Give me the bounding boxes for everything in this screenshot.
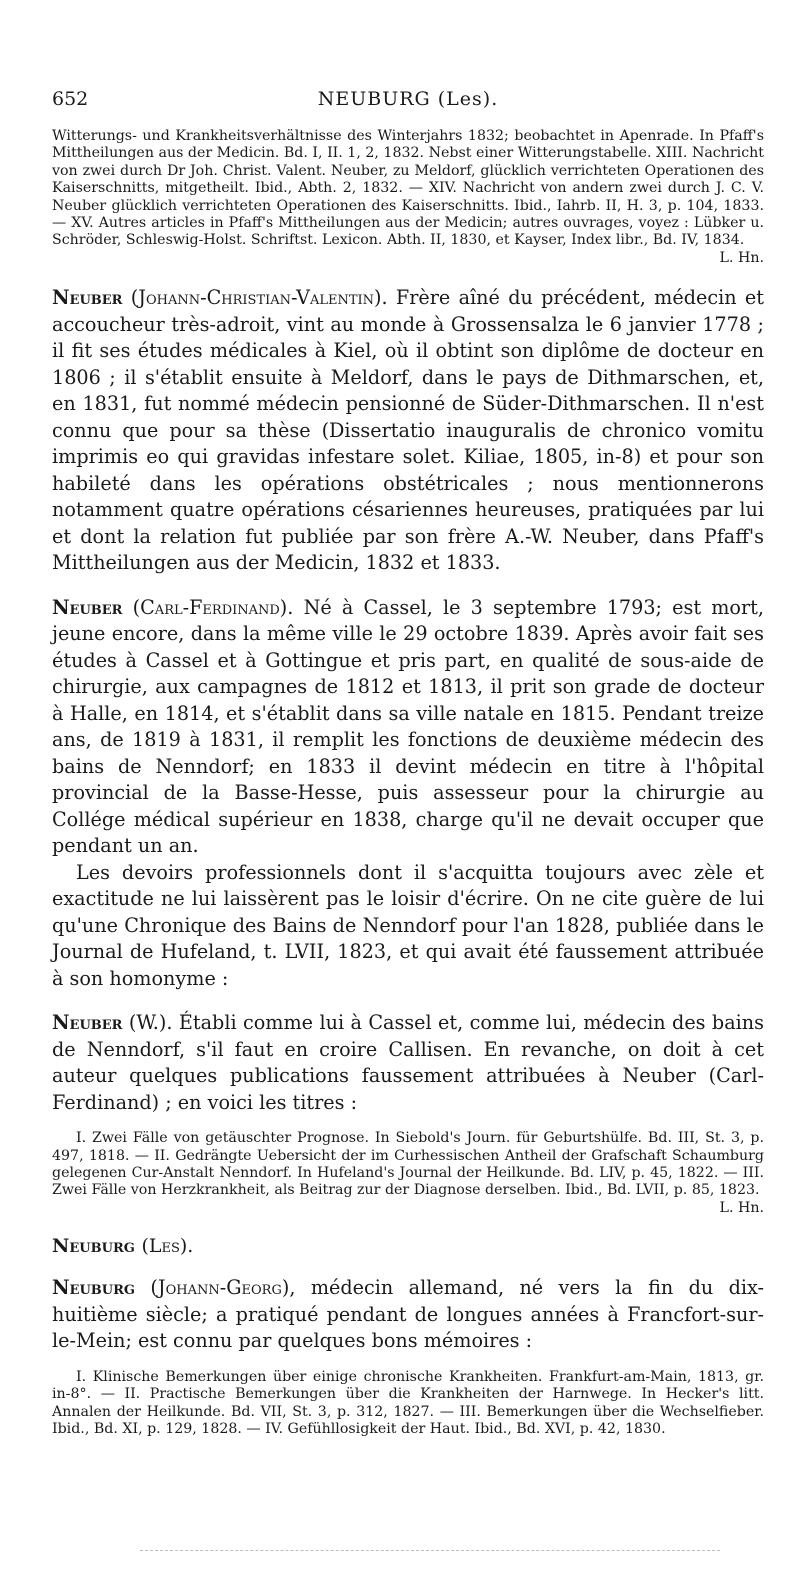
references-text: I. Zwei Fälle von getäuschter Prognose. In Siebold's Journ. für Geburtshülfe. Bd. III, St. 3, p. 497, 1818. — II. Gedrängte Uebersicht der im Curhessischen Antheil der Grafschaft Schaumburg gelegenen Cur-Anstalt Nenndorf. In Hufeland's Journal der Heilkunde. Bd. LIV, p. 45, 1822. — III. Zwei Fälle von Herzkrankheit, als Beitrag zur der Diagnose derselben. Ibid., Bd. LVII, p. 85, 1823. [52,1130,764,1199]
entry-name: Neuber [52,1011,123,1035]
entry-given-names: (Carl-Ferdinand). [132,595,294,619]
entry-text: médecin allemand, né vers la fin du dix-huitième siècle; a pratiqué pendant de longues années à Francfort-sur-le-Mein; est connu par quelques bons mémoires : [52,1276,765,1353]
family-heading [52,1235,764,1257]
entry-references [52,1130,764,1216]
footer-rule [140,1550,720,1551]
entry-text: Établi comme lui à Cassel et, comme lui, médecin des bains de Nenndorf, s'il faut en croire Callisen. En revanche, on doit à cet auteur quelques publications faussement attribuées à Neuber (Carl-Ferdinand) ; en voici les titres : [52,1011,764,1114]
entry-name: Neuber [52,286,123,310]
family-suffix: (Les). [141,1235,194,1258]
page-header [52,88,764,118]
entry-neuber-carl-ferdinand [52,595,764,860]
entry-name: Neuber [52,595,123,619]
entry-text: Né à Cassel, le 3 septembre 1793; est mort, jeune encore, dans la même ville le 29 octobre 1839. Après avoir fait ses études à Cassel et à Gottingue et pris part, en qualité de sous-aide de chirurgie, aux campagnes de 1812 et 1813, il prit son grade de docteur à Halle, en 1814, et s'établit dans sa ville natale en 1815. Pendant treize ans, de 1819 à 1831, il remplit les fonctions de deuxième médecin des bains de Nenndorf; en 1833 il devint médecin en titre à l'hôpital provincial de la Basse-Hesse, puis assesseur pour la chirurgie au Collége médical supérieur en 1838, charge qu'il ne devait occuper que pendant un an. [52,595,764,858]
family-name: Neuburg [52,1235,135,1258]
entry-name: Neuburg [52,1276,136,1300]
entry-neuber-johann-christian-valentin [52,285,764,577]
entry-paragraph: Les devoirs professionnels dont il s'acquitta toujours avec zèle et exactitude ne lui laissèrent pas le loisir d'écrire. On ne cite guère de lui qu'une Chronique des Bains de Nenndorf pour l'an 1828, publiée dans le Journal de Hufeland, t. LVII, 1823, et qui avait été faussement attribuée à son homonyme : [52,860,764,990]
entry-given-names: (Johann-Georg), [150,1276,296,1300]
entry-neuburg-johann-georg [52,1275,764,1355]
entry-neuber-w [52,1010,764,1116]
signature: L. Hn. [719,1199,764,1216]
entry-given-names: (W.). [128,1011,173,1035]
page-body [52,128,764,1438]
page-number: 652 [52,88,89,110]
entry-references: I. Klinische Bemerkungen über einige chronische Krankheiten. Frankfurt-am-Main, 1813, gr. in-8°. — II. Practische Bemerkungen über die Krankheiten der Harnwege. In Hecker's litt. Annalen der Heilkunde. Bd. VII, St. 3, p. 312, 1827. — III. Bemerkungen über die Wechselfieber. Ibid., Bd. XI, p. 129, 1828. — IV. Gefühllosigkeit der Haut. Ibid., Bd. XVI, p. 42, 1830. [52,1368,764,1437]
top-references [52,128,764,266]
running-title: NEUBURG (Les). [317,88,499,110]
entry-text: Frère aîné du précédent, médecin et accoucheur très-adroit, vint au monde à Grossensalza le 6 janvier 1778 ; il fit ses études médicales à Kiel, où il obtint son diplôme de docteur en 1806 ; il s'établit ensuite à Meldorf, dans le pays de Dithmarschen, et, en 1831, fut nommé médecin pensionné de Süder-Dithmarschen. Il n'est connu que pour sa thèse (Dissertatio inauguralis de chronico vomitu imprimis eo qui gravidas infestare solet. Kiliae, 1805, in-8) et pour son habileté dans les opérations obstétricales ; nous mentionnerons notamment quatre opérations césariennes heureuses, pratiquées par lui et dont la relation fut publiée par son frère A.-W. Neuber, dans Pfaff's Mittheilungen aus der Medicin, 1832 et 1833. [52,286,764,575]
signature: L. Hn. [719,249,764,266]
top-references-text: Witterungs- und Krankheitsverhältnisse des Winterjahrs 1832; beobachtet in Apenrade. In Pfaff's Mittheilungen aus der Medicin. Bd. I, II. 1, 2, 1832. Nebst einer Witterungstabelle. XIII. Nachricht von zwei durch Dr Joh. Christ. Valent. Neuber, zu Meldorf, glücklich verrichteten Operationen des Kaiserschnitts, mitgetheilt. Ibid., Abth. 2, 1832. — XIV. Nachricht von andern zwei durch J. C. V. Neuber glücklich verrichteten Operationen des Kaiserschnitts. Ibid., Iahrb. II, H. 3, p. 104, 1833.— XV. Autres articles in Pfaff's Mittheilungen aus der Medicin; autres ouvrages, voyez : Lübker u. Schröder, Schleswig-Holst. Schriftst. Lexicon. Abth. II, 1830, et Kayser, Index libr., Bd. IV, 1834. [52,128,764,249]
entry-given-names: (Johann-Christian-Valentin). [130,286,388,310]
